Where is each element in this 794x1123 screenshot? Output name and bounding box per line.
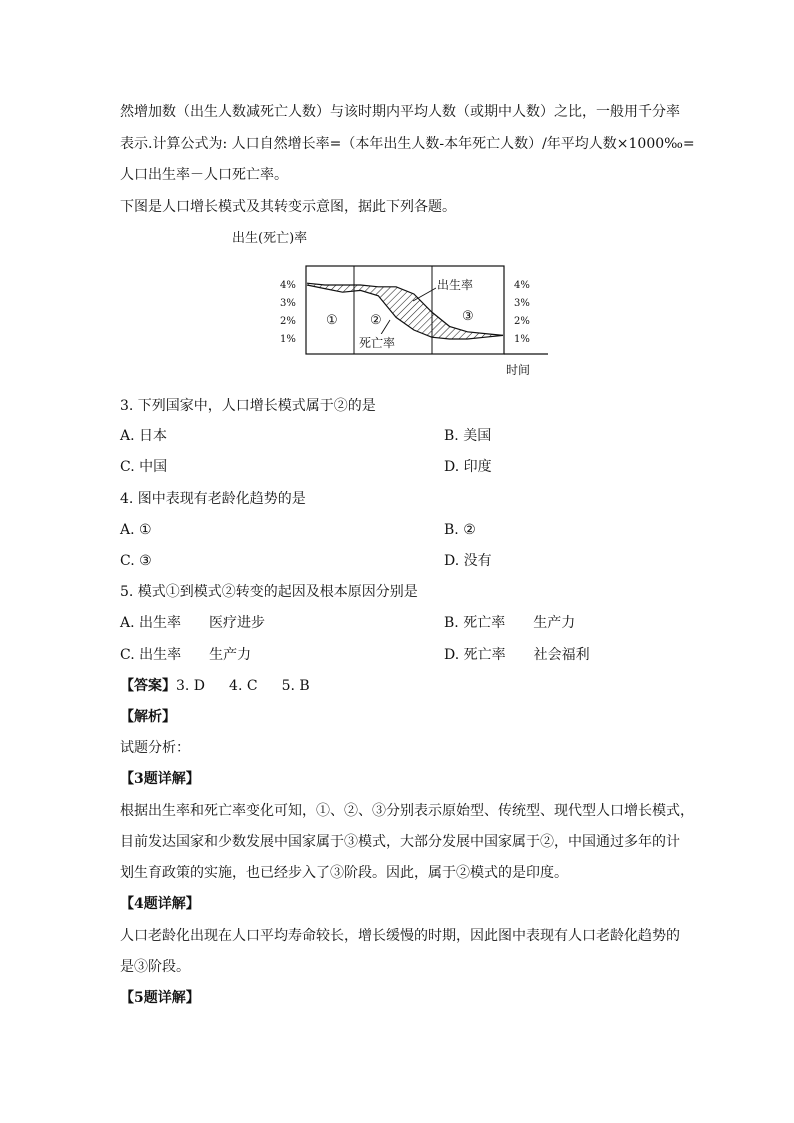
q5-option-a[interactable] bbox=[120, 613, 265, 633]
q4-option-b[interactable]: B. ② bbox=[444, 522, 476, 538]
q5-option-d[interactable] bbox=[444, 645, 590, 665]
population-growth-figure bbox=[230, 228, 560, 380]
intro-line-3: 人口出生率－人口死亡率。 bbox=[120, 167, 288, 183]
q4-option-d[interactable]: D. 没有 bbox=[444, 553, 492, 569]
detail-4-line-2: 是③阶段。 bbox=[120, 959, 190, 975]
answer-5: 5. B bbox=[281, 678, 310, 694]
answer-tag: 【答案】 bbox=[120, 678, 176, 694]
detail-4-heading: 【4题详解】 bbox=[120, 896, 200, 912]
q5-option-d-label: D. 死亡率 bbox=[444, 647, 506, 663]
q5-option-d-detail: 社会福利 bbox=[533, 647, 590, 663]
tick-right-4: 4% bbox=[514, 280, 530, 291]
q4-option-c[interactable]: C. ③ bbox=[120, 553, 152, 569]
intro-line-4: 下图是人口增长模式及其转变示意图，据此下列各题。 bbox=[120, 199, 456, 215]
tick-left-4: 4% bbox=[280, 280, 296, 291]
answer-line bbox=[120, 676, 310, 696]
q5-option-c[interactable] bbox=[120, 645, 251, 665]
q5-option-a-label: A. 出生率 bbox=[120, 615, 182, 631]
birth-rate-pointer bbox=[413, 288, 436, 301]
analysis-sub: 试题分析： bbox=[120, 740, 190, 756]
q5-option-b[interactable] bbox=[444, 613, 575, 633]
stage-label-3: ③ bbox=[462, 309, 474, 324]
q3-option-a[interactable]: A. 日本 bbox=[120, 428, 168, 444]
y-axis-label: 出生(死亡)率 bbox=[232, 231, 308, 246]
q5-option-b-label: B. 死亡率 bbox=[444, 615, 506, 631]
death-rate-label: 死亡率 bbox=[359, 336, 396, 350]
q3-option-b[interactable]: B. 美国 bbox=[444, 428, 492, 444]
tick-right-2: 2% bbox=[514, 316, 530, 327]
q5-option-c-label: C. 出生率 bbox=[120, 647, 182, 663]
analysis-tag: 【解析】 bbox=[120, 709, 176, 725]
answer-3: 3. D bbox=[176, 678, 206, 694]
detail-5-heading: 【5题详解】 bbox=[120, 990, 200, 1006]
tick-right-3: 3% bbox=[514, 298, 530, 309]
detail-3-heading: 【3题详解】 bbox=[120, 771, 200, 787]
q3-stem: 3. 下列国家中，人口增长模式属于②的是 bbox=[120, 398, 376, 414]
q3-option-c[interactable]: C. 中国 bbox=[120, 459, 168, 475]
q4-option-a[interactable]: A. ① bbox=[120, 522, 152, 538]
tick-left-2: 2% bbox=[280, 316, 296, 327]
detail-4-line-1: 人口老龄化出现在人口平均寿命较长，增长缓慢的时期，因此图中表现有人口老龄化趋势的 bbox=[120, 928, 680, 944]
q5-option-a-detail: 医疗进步 bbox=[209, 615, 266, 631]
q5-stem: 5. 模式①到模式②转变的起因及根本原因分别是 bbox=[120, 584, 418, 600]
birth-rate-label: 出生率 bbox=[437, 278, 474, 292]
intro-line-2: 表示.计算公式为: 人口自然增长率=（本年出生人数-本年死亡人数）/年平均人数×1000‰= bbox=[120, 136, 695, 152]
q4-stem: 4. 图中表现有老龄化趋势的是 bbox=[120, 491, 306, 507]
stage-label-1: ① bbox=[326, 313, 338, 328]
q5-option-b-detail: 生产力 bbox=[533, 615, 576, 631]
population-growth-chart bbox=[230, 228, 560, 380]
tick-right-1: 1% bbox=[514, 334, 530, 345]
intro-line-1: 然增加数（出生人数减死亡人数）与该时期内平均人数（或期中人数）之比，一般用千分率 bbox=[120, 104, 680, 120]
tick-left-3: 3% bbox=[280, 298, 296, 309]
stage-label-2: ② bbox=[370, 313, 382, 328]
detail-3-line-3: 划生育政策的实施，也已经步入了③阶段。因此，属于②模式的是印度。 bbox=[120, 865, 568, 881]
detail-3-line-1: 根据出生率和死亡率变化可知，①、②、③分别表示原始型、传统型、现代型人口增长模式， bbox=[120, 803, 694, 819]
q3-option-d[interactable]: D. 印度 bbox=[444, 459, 492, 475]
detail-3-line-2: 目前发达国家和少数发展中国家属于③模式，大部分发展中国家属于②，中国通过多年的计 bbox=[120, 834, 680, 850]
x-axis-label: 时间 bbox=[506, 363, 531, 377]
tick-left-1: 1% bbox=[280, 334, 296, 345]
answer-4: 4. C bbox=[229, 678, 258, 694]
q5-option-c-detail: 生产力 bbox=[209, 647, 252, 663]
